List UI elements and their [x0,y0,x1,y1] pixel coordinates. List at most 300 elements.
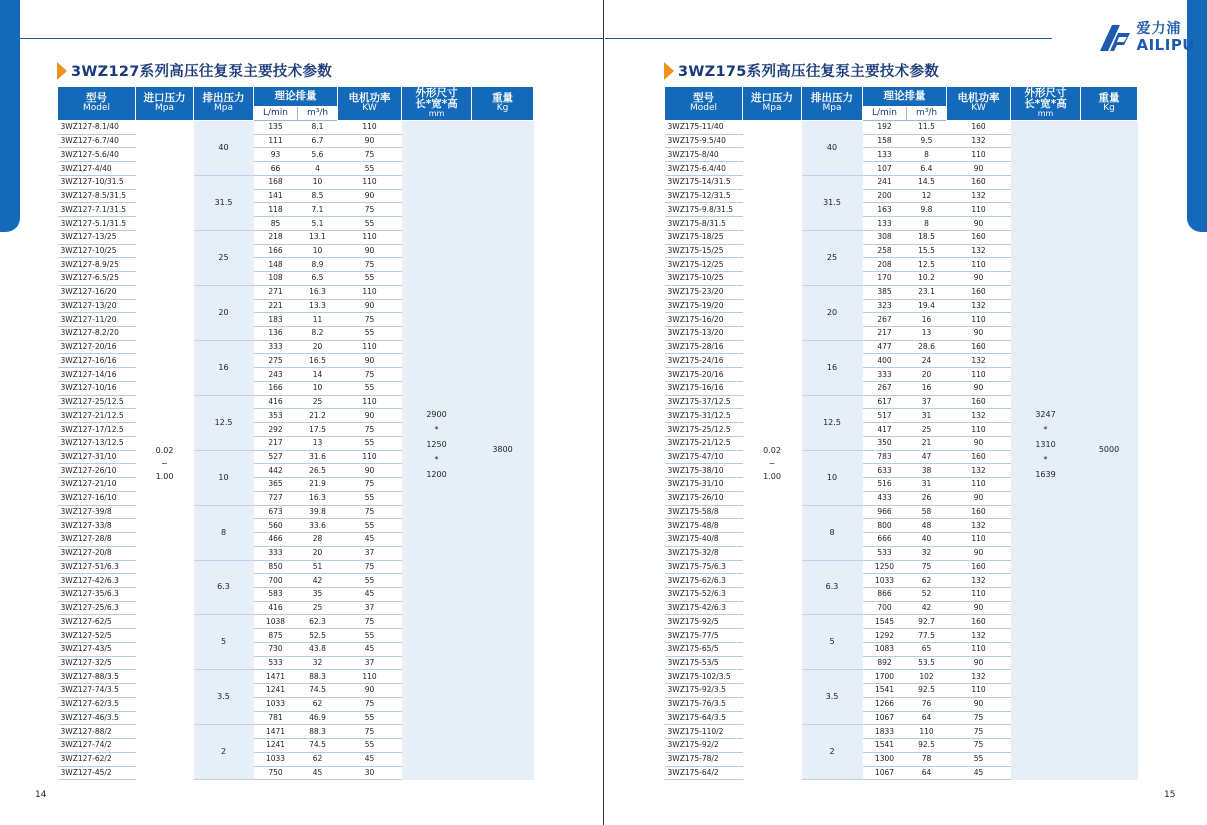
flow-lmin-cell: 217 [254,436,298,450]
flow-m3h-cell: 110 [907,725,947,739]
flow-lmin-cell: 267 [863,381,907,395]
flow-m3h-cell: 16 [907,381,947,395]
motor-power-cell: 110 [947,642,1011,656]
flow-m3h-cell: 12.5 [907,258,947,272]
col-weight-unit: Kg [496,103,509,114]
model-cell: 3WZ175-42/6.3 [665,601,743,615]
motor-power-cell: 75 [338,505,402,519]
title-block [57,60,332,81]
motor-power-cell: 90 [947,217,1011,231]
flow-m3h-cell: 13 [907,327,947,341]
flow-m3h-cell: 33.6 [298,519,338,533]
flow-m3h-cell: 65 [907,642,947,656]
model-cell: 3WZ127-62/5 [58,615,136,629]
flow-m3h-cell: 46.9 [298,711,338,725]
motor-power-cell: 75 [338,203,402,217]
motor-power-cell: 55 [338,491,402,505]
motor-power-cell: 132 [947,519,1011,533]
motor-power-cell: 90 [338,299,402,313]
outlet-pressure-cell: 12.5 [194,395,254,450]
col-model-unit: Model [689,103,718,114]
motor-power-cell: 90 [947,436,1011,450]
flow-m3h-cell: 23.1 [907,285,947,299]
flow-m3h-cell: 5.6 [298,148,338,162]
outlet-pressure-cell: 5 [802,615,863,670]
col-outlet-pressure [802,87,863,121]
model-cell: 3WZ127-25/12.5 [58,395,136,409]
motor-power-cell: 55 [338,436,402,450]
motor-power-cell: 45 [338,533,402,547]
flow-m3h-cell: 52 [907,587,947,601]
model-cell: 3WZ127-33/8 [58,519,136,533]
model-cell: 3WZ127-32/5 [58,656,136,670]
motor-power-cell: 75 [338,423,402,437]
motor-power-cell: 75 [338,725,402,739]
motor-power-cell: 160 [947,230,1011,244]
model-cell: 3WZ127-20/8 [58,546,136,560]
motor-power-cell: 45 [947,766,1011,780]
flow-m3h-cell: 25 [907,423,947,437]
motor-power-cell: 132 [947,629,1011,643]
flow-lmin-cell: 783 [863,450,907,464]
model-cell: 3WZ175-53/5 [665,656,743,670]
col-motor-power [947,87,1011,121]
motor-power-cell: 55 [338,162,402,176]
motor-power-cell: 90 [947,381,1011,395]
flow-lmin-cell: 350 [863,436,907,450]
motor-power-cell: 132 [947,354,1011,368]
motor-power-cell: 160 [947,615,1011,629]
right-page [605,0,1207,825]
flow-lmin-cell: 163 [863,203,907,217]
model-cell: 3WZ127-8.2/20 [58,327,136,341]
flow-lmin-cell: 170 [863,272,907,286]
flow-lmin-cell: 1541 [863,684,907,698]
motor-power-cell: 75 [947,711,1011,725]
col-dimensions [1011,87,1081,121]
flow-m3h-cell: 45 [298,766,338,780]
model-cell: 3WZ127-13/12.5 [58,436,136,450]
motor-power-cell: 110 [338,340,402,354]
flow-m3h-cell: 20 [298,546,338,560]
flow-m3h-cell: 88.3 [298,725,338,739]
col-weight-unit: Kg [1103,103,1115,114]
outlet-pressure-cell: 5 [194,615,254,670]
col-outlet-pressure-label: 排出压力 [811,92,853,105]
dimensions-value: 3247 [1035,409,1056,419]
flow-lmin-cell: 308 [863,230,907,244]
top-rule [605,38,1052,39]
model-cell: 3WZ175-78/2 [665,752,743,766]
flow-m3h-cell: 62.3 [298,615,338,629]
model-cell: 3WZ127-46/3.5 [58,711,136,725]
model-cell: 3WZ175-15/25 [665,244,743,258]
col-motor-power-unit: KW [971,103,986,114]
col-flow-lmin: L/min [863,107,907,121]
col-dimensions-dims: 外形尺寸 [1024,87,1067,100]
outlet-pressure-cell: 3.5 [802,670,863,725]
flow-m3h-cell: 37 [907,395,947,409]
flow-lmin-cell: 333 [863,368,907,382]
motor-power-cell: 55 [338,381,402,395]
flow-m3h-cell: 92.5 [907,739,947,753]
motor-power-cell: 110 [947,368,1011,382]
inlet-pressure-value: ~ [161,458,168,468]
flow-m3h-cell: 62 [298,752,338,766]
model-cell: 3WZ175-52/6.3 [665,587,743,601]
flow-lmin-cell: 385 [863,285,907,299]
flow-m3h-cell: 28 [298,533,338,547]
model-cell: 3WZ175-62/6.3 [665,574,743,588]
flow-lmin-cell: 108 [254,272,298,286]
flow-lmin-cell: 292 [254,423,298,437]
flow-lmin-cell: 517 [863,409,907,423]
col-dimensions-dims_unit: mm [1037,109,1054,119]
col-inlet-pressure-unit: Mpa [155,103,174,114]
flow-m3h-cell: 8 [907,148,947,162]
top-rule [20,38,603,39]
model-cell: 3WZ175-9.5/40 [665,134,743,148]
flow-m3h-cell: 16 [907,313,947,327]
flow-m3h-cell: 62 [907,574,947,588]
title-block [664,60,939,81]
title-arrow-icon [664,62,674,80]
model-cell: 3WZ127-17/12.5 [58,423,136,437]
motor-power-cell: 75 [338,478,402,492]
page-number: 15 [1164,790,1176,800]
flow-m3h-cell: 31 [907,478,947,492]
flow-lmin-cell: 1292 [863,629,907,643]
model-cell: 3WZ175-10/25 [665,272,743,286]
col-weight [472,87,534,121]
flow-lmin-cell: 1700 [863,670,907,684]
motor-power-cell: 30 [338,766,402,780]
model-cell: 3WZ175-8/31.5 [665,217,743,231]
flow-lmin-cell: 333 [254,340,298,354]
flow-lmin-cell: 275 [254,354,298,368]
model-cell: 3WZ127-88/3.5 [58,670,136,684]
flow-m3h-cell: 18.5 [907,230,947,244]
flow-lmin-cell: 477 [863,340,907,354]
col-model [58,87,136,121]
flow-lmin-cell: 1067 [863,711,907,725]
flow-lmin-cell: 875 [254,629,298,643]
model-cell: 3WZ127-35/6.3 [58,587,136,601]
motor-power-cell: 132 [947,409,1011,423]
flow-lmin-cell: 583 [254,587,298,601]
flow-lmin-cell: 1241 [254,739,298,753]
motor-power-cell: 37 [338,546,402,560]
outlet-pressure-cell: 31.5 [194,175,254,230]
flow-lmin-cell: 417 [863,423,907,437]
flow-lmin-cell: 135 [254,121,298,135]
flow-m3h-cell: 24 [907,354,947,368]
dimensions-value: * [434,454,439,464]
motor-power-cell: 110 [947,684,1011,698]
flow-m3h-cell: 16.5 [298,354,338,368]
dimensions-value: 2900 [426,409,447,419]
weight-cell: 5000 [1081,121,1138,780]
flow-m3h-cell: 8 [907,217,947,231]
page-spine [603,0,604,825]
model-cell: 3WZ175-16/16 [665,381,743,395]
dimensions-value: * [1043,424,1048,434]
flow-m3h-cell: 32 [907,546,947,560]
flow-lmin-cell: 168 [254,175,298,189]
flow-lmin-cell: 208 [863,258,907,272]
flow-lmin-cell: 700 [863,601,907,615]
col-dimensions-dims: 外形尺寸 [415,87,458,100]
flow-lmin-cell: 1541 [863,739,907,753]
model-cell: 3WZ175-76/3.5 [665,697,743,711]
flow-m3h-cell: 10.2 [907,272,947,286]
motor-power-cell: 55 [338,272,402,286]
flow-lmin-cell: 781 [254,711,298,725]
model-cell: 3WZ127-43/5 [58,642,136,656]
flow-m3h-cell: 20 [907,368,947,382]
model-cell: 3WZ175-110/2 [665,725,743,739]
flow-m3h-cell: 15.5 [907,244,947,258]
flow-lmin-cell: 158 [863,134,907,148]
inlet-pressure-value: 0.02 [155,445,174,455]
model-cell: 3WZ127-7.1/31.5 [58,203,136,217]
flow-lmin-cell: 633 [863,464,907,478]
model-cell: 3WZ127-51/6.3 [58,560,136,574]
col-inlet-pressure [136,87,194,121]
flow-lmin-cell: 353 [254,409,298,423]
flow-lmin-cell: 400 [863,354,907,368]
flow-m3h-cell: 8.1 [298,121,338,135]
flow-lmin-cell: 365 [254,478,298,492]
dimensions-cell [402,121,472,780]
flow-lmin-cell: 1250 [863,560,907,574]
outlet-pressure-cell: 12.5 [802,395,863,450]
spec-table [664,86,1138,780]
motor-power-cell: 75 [338,258,402,272]
motor-power-cell: 110 [338,230,402,244]
flow-lmin-cell: 111 [254,134,298,148]
model-cell: 3WZ127-52/5 [58,629,136,643]
motor-power-cell: 110 [947,148,1011,162]
ailipu-logo-icon [1098,23,1132,53]
col-model-label: 型号 [86,92,107,105]
motor-power-cell: 45 [338,587,402,601]
flow-lmin-cell: 727 [254,491,298,505]
outlet-pressure-cell: 20 [802,285,863,340]
model-cell: 3WZ175-6.4/40 [665,162,743,176]
model-cell: 3WZ127-21/12.5 [58,409,136,423]
outlet-pressure-cell: 8 [194,505,254,560]
flow-lmin-cell: 750 [254,766,298,780]
motor-power-cell: 160 [947,175,1011,189]
col-model [665,87,743,121]
model-cell: 3WZ127-45/2 [58,766,136,780]
model-cell: 3WZ127-25/6.3 [58,601,136,615]
model-cell: 3WZ175-31/10 [665,478,743,492]
motor-power-cell: 90 [947,327,1011,341]
motor-power-cell: 90 [338,134,402,148]
outlet-pressure-cell: 10 [802,450,863,505]
motor-power-cell: 132 [947,574,1011,588]
flow-lmin-cell: 118 [254,203,298,217]
flow-m3h-cell: 47 [907,450,947,464]
outlet-pressure-cell: 40 [194,121,254,176]
outlet-pressure-cell: 8 [802,505,863,560]
col-dimensions-dims_sub: 长*宽*高 [1024,98,1067,111]
model-cell: 3WZ127-28/8 [58,533,136,547]
flow-lmin-cell: 133 [863,148,907,162]
flow-m3h-cell: 92.5 [907,684,947,698]
col-dimensions-dims_sub: 长*宽*高 [415,98,458,111]
model-cell: 3WZ127-62/2 [58,752,136,766]
flow-lmin-cell: 1083 [863,642,907,656]
flow-lmin-cell: 1033 [254,752,298,766]
col-inlet-pressure [743,87,802,121]
model-cell: 3WZ127-74/3.5 [58,684,136,698]
model-cell: 3WZ127-8.1/40 [58,121,136,135]
flow-lmin-cell: 673 [254,505,298,519]
model-cell: 3WZ127-31/10 [58,450,136,464]
motor-power-cell: 75 [338,615,402,629]
flow-lmin-cell: 730 [254,642,298,656]
flow-lmin-cell: 192 [863,121,907,135]
flow-lmin-cell: 1033 [863,574,907,588]
left-edge-tab [0,0,20,232]
flow-lmin-cell: 241 [863,175,907,189]
outlet-pressure-cell: 10 [194,450,254,505]
outlet-pressure-cell: 25 [194,230,254,285]
col-flow: 理论排量 [254,87,338,107]
motor-power-cell: 160 [947,395,1011,409]
flow-lmin-cell: 221 [254,299,298,313]
flow-m3h-cell: 42 [907,601,947,615]
model-cell: 3WZ127-5.1/31.5 [58,217,136,231]
motor-power-cell: 90 [947,656,1011,670]
model-cell: 3WZ127-21/10 [58,478,136,492]
model-cell: 3WZ127-5.6/40 [58,148,136,162]
motor-power-cell: 55 [338,327,402,341]
outlet-pressure-cell: 2 [194,725,254,780]
motor-power-cell: 132 [947,670,1011,684]
flow-m3h-cell: 8.2 [298,327,338,341]
motor-power-cell: 110 [947,203,1011,217]
model-cell: 3WZ127-16/20 [58,285,136,299]
model-cell: 3WZ175-75/6.3 [665,560,743,574]
dimensions-value: 1639 [1035,469,1056,479]
col-motor-power [338,87,402,121]
model-cell: 3WZ127-10/31.5 [58,175,136,189]
col-outlet-pressure-unit: Mpa [822,103,842,114]
page-number: 14 [35,790,47,800]
flow-m3h-cell: 13.1 [298,230,338,244]
motor-power-cell: 160 [947,505,1011,519]
col-motor-power-label: 电机功率 [348,92,391,105]
inlet-pressure-value: 1.00 [155,471,174,481]
model-cell: 3WZ175-19/20 [665,299,743,313]
inlet-pressure-value: 0.02 [763,445,781,455]
flow-lmin-cell: 1033 [254,697,298,711]
flow-m3h-cell: 9.8 [907,203,947,217]
flow-m3h-cell: 52.5 [298,629,338,643]
flow-m3h-cell: 102 [907,670,947,684]
flow-lmin-cell: 258 [863,244,907,258]
motor-power-cell: 75 [338,313,402,327]
motor-power-cell: 160 [947,285,1011,299]
flow-m3h-cell: 74.5 [298,739,338,753]
model-cell: 3WZ175-26/10 [665,491,743,505]
model-cell: 3WZ175-64/3.5 [665,711,743,725]
flow-lmin-cell: 218 [254,230,298,244]
dimensions-value: * [434,424,439,434]
flow-m3h-cell: 78 [907,752,947,766]
col-model-unit: Model [82,103,111,114]
flow-m3h-cell: 21 [907,436,947,450]
motor-power-cell: 110 [338,175,402,189]
model-cell: 3WZ127-4/40 [58,162,136,176]
flow-lmin-cell: 243 [254,368,298,382]
model-cell: 3WZ175-58/8 [665,505,743,519]
motor-power-cell: 132 [947,244,1011,258]
flow-m3h-cell: 12 [907,189,947,203]
motor-power-cell: 110 [947,258,1011,272]
flow-lmin-cell: 416 [254,601,298,615]
dimensions-cell [1011,121,1081,780]
flow-lmin-cell: 136 [254,327,298,341]
flow-lmin-cell: 271 [254,285,298,299]
model-cell: 3WZ175-92/2 [665,739,743,753]
flow-m3h-cell: 6.7 [298,134,338,148]
col-motor-power-label: 电机功率 [957,92,1000,105]
col-flow-m3h: m³/h [298,107,338,121]
model-cell: 3WZ175-38/10 [665,464,743,478]
flow-m3h-cell: 35 [298,587,338,601]
motor-power-cell: 55 [338,217,402,231]
outlet-pressure-cell: 40 [802,121,863,176]
flow-m3h-cell: 10 [298,381,338,395]
dimensions-value: * [1043,454,1048,464]
col-outlet-pressure-unit: Mpa [214,103,233,114]
flow-lmin-cell: 533 [863,546,907,560]
motor-power-cell: 90 [947,697,1011,711]
motor-power-cell: 110 [947,313,1011,327]
flow-m3h-cell: 74.5 [298,684,338,698]
flow-m3h-cell: 25 [298,395,338,409]
flow-m3h-cell: 16.3 [298,285,338,299]
col-dimensions-dims_unit: mm [428,109,445,119]
col-dimensions [402,87,472,121]
brand-logo [1098,22,1195,53]
flow-m3h-cell: 21.2 [298,409,338,423]
flow-lmin-cell: 1266 [863,697,907,711]
flow-m3h-cell: 43.8 [298,642,338,656]
model-cell: 3WZ127-8.9/25 [58,258,136,272]
col-weight-label: 重量 [1098,92,1120,105]
model-cell: 3WZ175-25/12.5 [665,423,743,437]
motor-power-cell: 132 [947,189,1011,203]
flow-m3h-cell: 62 [298,697,338,711]
col-model-label: 型号 [693,92,714,105]
brand-name-en: AILIPU [1136,36,1195,54]
flow-lmin-cell: 217 [863,327,907,341]
flow-m3h-cell: 39.8 [298,505,338,519]
flow-m3h-cell: 7.1 [298,203,338,217]
motor-power-cell: 90 [338,684,402,698]
flow-m3h-cell: 17.5 [298,423,338,437]
flow-m3h-cell: 11.5 [907,121,947,135]
flow-lmin-cell: 1300 [863,752,907,766]
flow-m3h-cell: 64 [907,766,947,780]
weight-cell: 3800 [472,121,534,780]
